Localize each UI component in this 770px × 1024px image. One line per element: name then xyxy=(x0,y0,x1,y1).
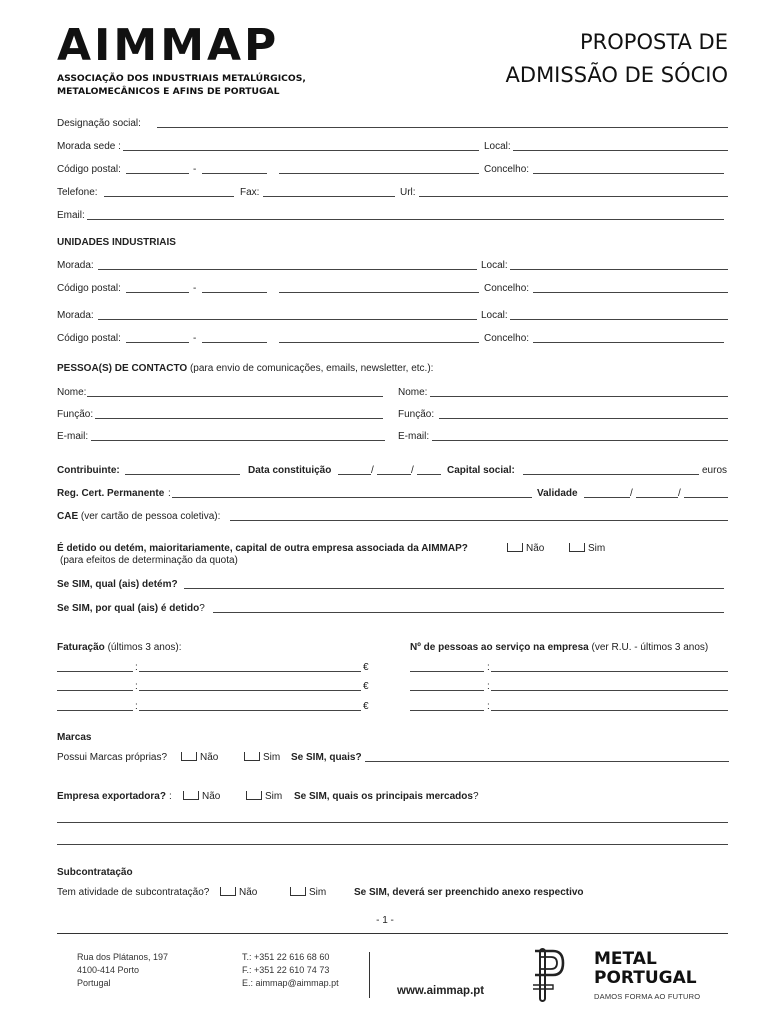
row-unidade-1-cp xyxy=(57,282,728,296)
row-faturacao-heading xyxy=(57,641,728,655)
label-codigo-postal: Código postal: xyxy=(57,333,121,344)
row-faturacao-1 xyxy=(57,661,728,675)
unidade-2-concelho-field[interactable] xyxy=(533,342,724,343)
pessoas-heading xyxy=(57,362,433,376)
label-contribuinte: Contribuinte: xyxy=(57,465,120,476)
pessoas-colon: : xyxy=(487,701,490,712)
pessoas-valor-2-field[interactable] xyxy=(491,690,728,691)
data-ano-field[interactable] xyxy=(417,474,441,475)
label-data-constituicao: Data constituição xyxy=(248,465,332,476)
capital-question: É detido ou detém, maioritariamente, capital de outra empresa associada da AIMMAP? xyxy=(57,543,468,554)
faturacao-valor-3-field[interactable] xyxy=(139,710,361,711)
row-codigo-postal xyxy=(57,163,728,177)
exportadora-sim-option[interactable] xyxy=(246,790,282,804)
exportadora-se-sim xyxy=(294,790,479,804)
designacao-field[interactable] xyxy=(157,127,728,128)
page-number: - 1 - xyxy=(376,915,394,926)
footer-divider xyxy=(57,933,728,934)
faturacao-note: (últimos 3 anos): xyxy=(104,642,182,653)
metal-portugal-line-2: PORTUGAL xyxy=(594,968,697,988)
pessoas-heading-bold: PESSOA(S) DE CONTACTO xyxy=(57,363,188,374)
data-dia-field[interactable] xyxy=(338,474,371,475)
label-capital-detem: Se SIM, qual (ais) detém? xyxy=(57,579,178,590)
faturacao-ano-3-field[interactable] xyxy=(57,710,133,711)
label-funcao: Função: xyxy=(57,409,94,420)
pessoas-colon: : xyxy=(487,662,490,673)
pessoas-ano-2-field[interactable] xyxy=(410,690,484,691)
pessoas-servico-note: (ver R.U. - últimos 3 anos) xyxy=(588,642,709,653)
address-line-3: Portugal xyxy=(77,978,111,988)
label-morada: Morada: xyxy=(57,310,94,321)
row-cae xyxy=(57,510,728,524)
row-unidade-2-morada xyxy=(57,309,728,323)
pessoas-colon: : xyxy=(487,681,490,692)
row-unidade-1-morada xyxy=(57,259,728,273)
row-mercados-1 xyxy=(57,812,728,826)
label-nome: Nome: xyxy=(57,387,87,398)
contribuinte-field[interactable] xyxy=(125,474,240,475)
cae-field[interactable] xyxy=(230,520,728,521)
label-concelho: Concelho: xyxy=(484,164,530,175)
codigo-postal-field-1[interactable] xyxy=(126,173,189,174)
url-field[interactable] xyxy=(419,196,728,197)
contacto-2-nome-field[interactable] xyxy=(430,396,728,397)
form-title xyxy=(506,26,728,92)
date-slash: / xyxy=(630,488,633,499)
section-unidades: UNIDADES INDUSTRIAIS xyxy=(57,237,176,248)
exportadora-se-sim-bold: Se SIM, quais os principais mercados xyxy=(294,791,473,802)
label-codigo-postal: Código postal: xyxy=(57,283,121,294)
faturacao-euro: € xyxy=(363,681,369,692)
label-validade: Validade xyxy=(537,488,578,499)
exportadora-nao-option[interactable] xyxy=(183,790,220,804)
pessoas-ano-3-field[interactable] xyxy=(410,710,484,711)
subcontratacao-nao-label: Não xyxy=(239,887,258,898)
row-capital-detem xyxy=(57,578,728,592)
subcontratacao-se-sim: Se SIM, deverá ser preenchido anexo respectivo xyxy=(354,887,584,898)
faturacao-euro: € xyxy=(363,662,369,673)
section-subcontratacao: Subcontratação xyxy=(57,867,133,878)
row-unidade-2-cp xyxy=(57,332,728,346)
morada-sede-field[interactable] xyxy=(123,150,479,151)
row-telefone xyxy=(57,186,728,200)
capital-sim-checkbox[interactable] xyxy=(569,543,585,552)
contacto-2-email-field[interactable] xyxy=(432,440,728,441)
row-designacao xyxy=(57,117,728,131)
row-exportadora xyxy=(57,790,728,804)
faturacao-valor-1-field[interactable] xyxy=(139,671,361,672)
unidade-2-localidade-field[interactable] xyxy=(279,342,479,343)
footer-fax: F.: +351 22 610 74 73 xyxy=(242,965,330,975)
subcontratacao-question: Tem atividade de subcontratação? xyxy=(57,887,210,898)
address-line-1: Rua dos Plátanos, 197 xyxy=(77,952,169,962)
cp-dash: - xyxy=(193,164,197,175)
title-line-1: PROPOSTA DE xyxy=(580,30,728,54)
row-contacto-funcao xyxy=(57,408,728,422)
faturacao-heading xyxy=(57,641,182,655)
footer-email[interactable]: E.: aimmap@aimmap.pt xyxy=(242,978,339,988)
label-concelho: Concelho: xyxy=(484,283,530,294)
cae-bold: CAE xyxy=(57,511,79,522)
assoc-line-2: METALOMECÂNICOS E AFINS DE PORTUGAL xyxy=(57,86,280,97)
reg-cert-colon: : xyxy=(168,488,171,499)
label-euros: euros xyxy=(702,465,728,476)
title-line-2: ADMISSÃO DE SÓCIO xyxy=(505,63,728,87)
section-pessoas-contacto xyxy=(57,362,728,376)
row-subcontratacao xyxy=(57,886,728,900)
footer-address xyxy=(77,951,168,990)
capital-detido-field[interactable] xyxy=(213,612,724,613)
exportadora-nao-label: Não xyxy=(202,791,221,802)
pessoas-heading-note: (para envio de comunicações, emails, newsletter, etc.): xyxy=(187,363,434,374)
cp-dash: - xyxy=(193,333,197,344)
faturacao-colon: : xyxy=(135,662,138,673)
faturacao-euro: € xyxy=(363,701,369,712)
fax-field[interactable] xyxy=(263,196,395,197)
date-slash: / xyxy=(411,465,414,476)
label-designacao: Designação social: xyxy=(57,118,141,129)
faturacao-ano-2-field[interactable] xyxy=(57,690,133,691)
row-contribuinte xyxy=(57,464,728,478)
mercados-field-2[interactable] xyxy=(57,844,728,845)
date-slash: / xyxy=(678,488,681,499)
footer-contacts xyxy=(242,951,339,990)
marcas-sim-option[interactable] xyxy=(244,751,280,765)
unidade-1-cp-field-1[interactable] xyxy=(126,292,189,293)
pessoas-ano-1-field[interactable] xyxy=(410,671,484,672)
row-capital-note xyxy=(57,554,728,568)
row-marcas xyxy=(57,751,728,765)
data-mes-field[interactable] xyxy=(377,474,411,475)
validade-dia-field[interactable] xyxy=(584,497,630,498)
label-e-mail: E-mail: xyxy=(398,431,430,442)
unidade-2-morada-field[interactable] xyxy=(98,319,477,320)
exportadora-colon: : xyxy=(169,791,172,802)
label-cae xyxy=(57,510,220,524)
subcontratacao-sim-option[interactable] xyxy=(290,886,326,900)
capital-nao-checkbox[interactable] xyxy=(507,543,523,552)
pessoas-servico-bold: Nº de pessoas ao serviço na empresa xyxy=(410,642,589,653)
unidade-2-cp-field-1[interactable] xyxy=(126,342,189,343)
association-name xyxy=(57,72,306,98)
email-field[interactable] xyxy=(87,219,724,220)
unidade-1-morada-field[interactable] xyxy=(98,269,477,270)
faturacao-colon: : xyxy=(135,681,138,692)
marcas-question: Possui Marcas próprias? xyxy=(57,752,168,763)
capital-nao-label: Não xyxy=(526,543,545,554)
faturacao-ano-1-field[interactable] xyxy=(57,671,133,672)
label-nome: Nome: xyxy=(398,387,428,398)
row-email xyxy=(57,209,728,223)
telefone-field[interactable] xyxy=(104,196,234,197)
label-morada: Morada: xyxy=(57,260,94,271)
label-telefone: Telefone: xyxy=(57,187,98,198)
metal-portugal-emblem-icon xyxy=(529,945,569,1003)
capital-note: (para efeitos de determinação da quota) xyxy=(60,555,238,566)
label-local: Local: xyxy=(481,260,508,271)
row-mercados-2 xyxy=(57,834,728,848)
metal-portugal-logo xyxy=(594,950,697,988)
subcontratacao-nao-checkbox[interactable] xyxy=(220,887,236,896)
label-capital-detido xyxy=(57,602,205,616)
label-funcao: Função: xyxy=(398,409,435,420)
aimmap-logo: AIMMAP xyxy=(57,20,280,71)
label-email: Email: xyxy=(57,210,85,221)
label-local: Local: xyxy=(484,141,511,152)
subcontratacao-sim-label: Sim xyxy=(309,887,327,898)
row-morada-sede xyxy=(57,140,728,154)
faturacao-bold: Faturação xyxy=(57,642,105,653)
subcontratacao-sim-checkbox[interactable] xyxy=(290,887,306,896)
marcas-nao-option[interactable] xyxy=(181,751,218,765)
label-e-mail: E-mail: xyxy=(57,431,89,442)
row-reg-cert xyxy=(57,487,728,501)
marcas-se-sim: Se SIM, quais? xyxy=(291,752,362,763)
unidade-1-localidade-field[interactable] xyxy=(279,292,479,293)
label-capital-social: Capital social: xyxy=(447,465,515,476)
marcas-quais-field[interactable] xyxy=(365,761,729,762)
exportadora-question: Empresa exportadora? xyxy=(57,791,166,802)
subcontratacao-nao-option[interactable] xyxy=(220,886,257,900)
label-morada-sede: Morada sede : xyxy=(57,141,121,152)
unidade-1-local-field[interactable] xyxy=(510,269,728,270)
exportadora-nao-checkbox[interactable] xyxy=(183,791,199,800)
localidade-field[interactable] xyxy=(279,173,479,174)
unidade-2-local-field[interactable] xyxy=(510,319,728,320)
faturacao-colon: : xyxy=(135,701,138,712)
capital-detido-qmark: ? xyxy=(199,603,205,614)
capital-social-field[interactable] xyxy=(523,474,699,475)
exportadora-qmark: ? xyxy=(472,791,479,802)
marcas-nao-checkbox[interactable] xyxy=(181,752,197,761)
capital-detido-bold: Se SIM, por qual (ais) é detido xyxy=(57,603,200,614)
row-capital-detido xyxy=(57,602,728,616)
pessoas-valor-1-field[interactable] xyxy=(491,671,728,672)
validade-ano-field[interactable] xyxy=(684,497,728,498)
validade-mes-field[interactable] xyxy=(636,497,678,498)
mercados-field-1[interactable] xyxy=(57,822,728,823)
date-slash: / xyxy=(371,465,374,476)
assoc-line-1: ASSOCIAÇÃO DOS INDUSTRIAIS METALÚRGICOS, xyxy=(57,73,306,84)
capital-sim-label: Sim xyxy=(588,543,606,554)
unidade-2-cp-field-2[interactable] xyxy=(202,342,267,343)
pessoas-servico-heading xyxy=(410,641,708,655)
contacto-2-funcao-field[interactable] xyxy=(439,418,728,419)
address-line-2: 4100-414 Porto xyxy=(77,965,140,975)
section-marcas: Marcas xyxy=(57,732,92,743)
label-local: Local: xyxy=(481,310,508,321)
marcas-nao-label: Não xyxy=(200,752,219,763)
label-reg-cert: Reg. Cert. Permanente xyxy=(57,488,165,499)
exportadora-sim-label: Sim xyxy=(265,791,283,802)
footer-separator xyxy=(369,952,370,998)
contacto-1-funcao-field[interactable] xyxy=(95,418,383,419)
marcas-sim-label: Sim xyxy=(263,752,281,763)
local-field[interactable] xyxy=(513,150,728,151)
concelho-field[interactable] xyxy=(533,173,724,174)
cae-note: (ver cartão de pessoa coletiva): xyxy=(78,511,221,522)
metal-portugal-line-1: METAL xyxy=(594,949,657,969)
contacto-1-nome-field[interactable] xyxy=(87,396,383,397)
reg-cert-field[interactable] xyxy=(172,497,532,498)
label-url: Url: xyxy=(400,187,416,198)
row-contacto-email xyxy=(57,430,728,444)
pessoas-valor-3-field[interactable] xyxy=(491,710,728,711)
exportadora-sim-checkbox[interactable] xyxy=(246,791,262,800)
unidade-1-cp-field-2[interactable] xyxy=(202,292,267,293)
row-contacto-nome xyxy=(57,386,728,400)
website-link[interactable]: www.aimmap.pt xyxy=(397,985,485,997)
marcas-sim-checkbox[interactable] xyxy=(244,752,260,761)
unidade-1-concelho-field[interactable] xyxy=(533,292,728,293)
label-codigo-postal: Código postal: xyxy=(57,164,121,175)
row-faturacao-2 xyxy=(57,680,728,694)
label-concelho: Concelho: xyxy=(484,333,530,344)
metal-portugal-tagline: DAMOS FORMA AO FUTURO xyxy=(594,992,701,1001)
contacto-1-email-field[interactable] xyxy=(91,440,385,441)
label-fax: Fax: xyxy=(240,187,260,198)
footer-phone: T.: +351 22 616 68 60 xyxy=(242,952,330,962)
cp-dash: - xyxy=(193,283,197,294)
faturacao-valor-2-field[interactable] xyxy=(139,690,361,691)
capital-detem-field[interactable] xyxy=(184,588,724,589)
codigo-postal-field-2[interactable] xyxy=(202,173,267,174)
row-faturacao-3 xyxy=(57,700,728,714)
